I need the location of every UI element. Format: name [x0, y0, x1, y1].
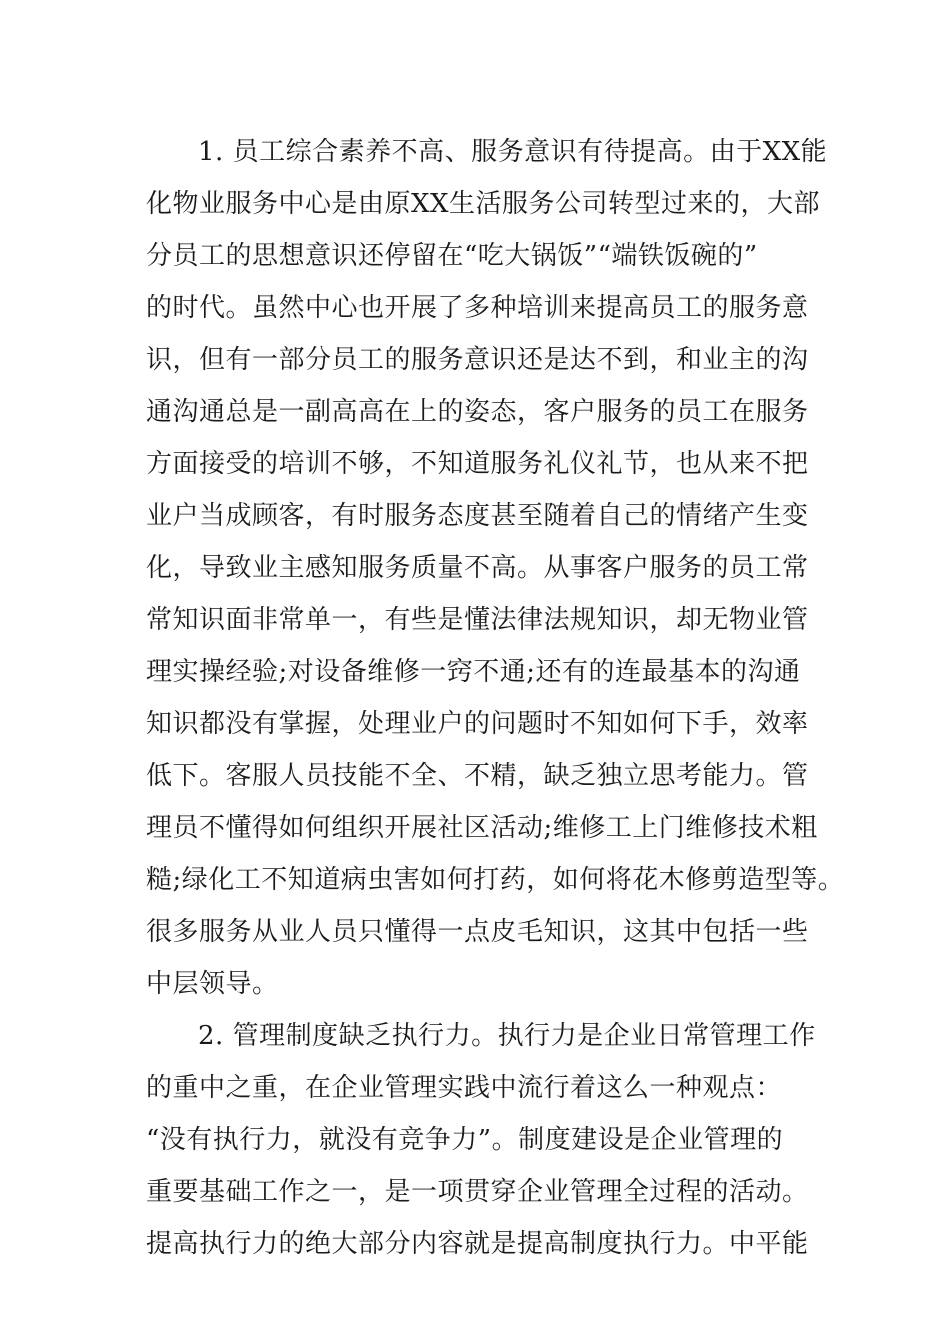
paragraph-line: 重要基础工作之一，是一项贯穿企业管理全过程的活动。 [146, 1177, 809, 1207]
paragraph-line: 中层领导。 [146, 969, 279, 999]
paragraph-line: 知识都没有掌握，处理业户的问题时不知如何下手，效率 [146, 709, 809, 739]
paragraph-line: 提高执行力的绝大部分内容就是提高制度执行力。中平能 [146, 1229, 809, 1259]
document-body [146, 126, 845, 1270]
paragraph-line: 通沟通总是一副高高在上的姿态，客户服务的员工在服务 [146, 397, 809, 427]
paragraph-line: 的重中之重，在企业管理实践中流行着这么一种观点： [146, 1073, 783, 1103]
paragraph-line: 2. 管理制度缺乏执行力。执行力是企业日常管理工作 [198, 1021, 816, 1051]
paragraph-1 [146, 126, 845, 1010]
paragraph-line: 理实操经验;对设备维修一窍不通;还有的连最基本的沟通 [146, 657, 801, 687]
paragraph-line: 理员不懂得如何组织开展社区活动;维修工上门维修技术粗 [146, 813, 818, 843]
paragraph-line: 分员工的思想意识还停留在“吃大锅饭”“端铁饭碗的” [146, 241, 758, 271]
paragraph-line: 很多服务从业人员只懂得一点皮毛知识，这其中包括一些 [146, 917, 809, 947]
paragraph-line: 1. 员工综合素养不高、服务意识有待提高。由于XX能 [198, 137, 828, 167]
paragraph-line: 业户当成顾客，有时服务态度甚至随着自己的情绪产生变 [146, 501, 809, 531]
paragraph-line: 识，但有一部分员工的服务意识还是达不到，和业主的沟 [146, 345, 809, 375]
paragraph-line: 的时代。虽然中心也开展了多种培训来提高员工的服务意 [146, 293, 809, 323]
paragraph-line: 常知识面非常单一，有些是懂法律法规知识，却无物业管 [146, 605, 809, 635]
paragraph-2 [146, 1010, 826, 1270]
paragraph-line: “没有执行力，就没有竞争力”。制度建设是企业管理的 [146, 1125, 784, 1155]
paragraph-line: 化物业服务中心是由原XX生活服务公司转型过来的，大部 [146, 189, 821, 219]
paragraph-line: 化，导致业主感知服务质量不高。从事客户服务的员工常 [146, 553, 809, 583]
paragraph-line: 低下。客服人员技能不全、不精，缺乏独立思考能力。管 [146, 761, 809, 791]
paragraph-line: 方面接受的培训不够，不知道服务礼仪礼节，也从来不把 [146, 449, 809, 479]
paragraph-line: 糙;绿化工不知道病虫害如何打药，如何将花木修剪造型等。 [146, 865, 845, 895]
